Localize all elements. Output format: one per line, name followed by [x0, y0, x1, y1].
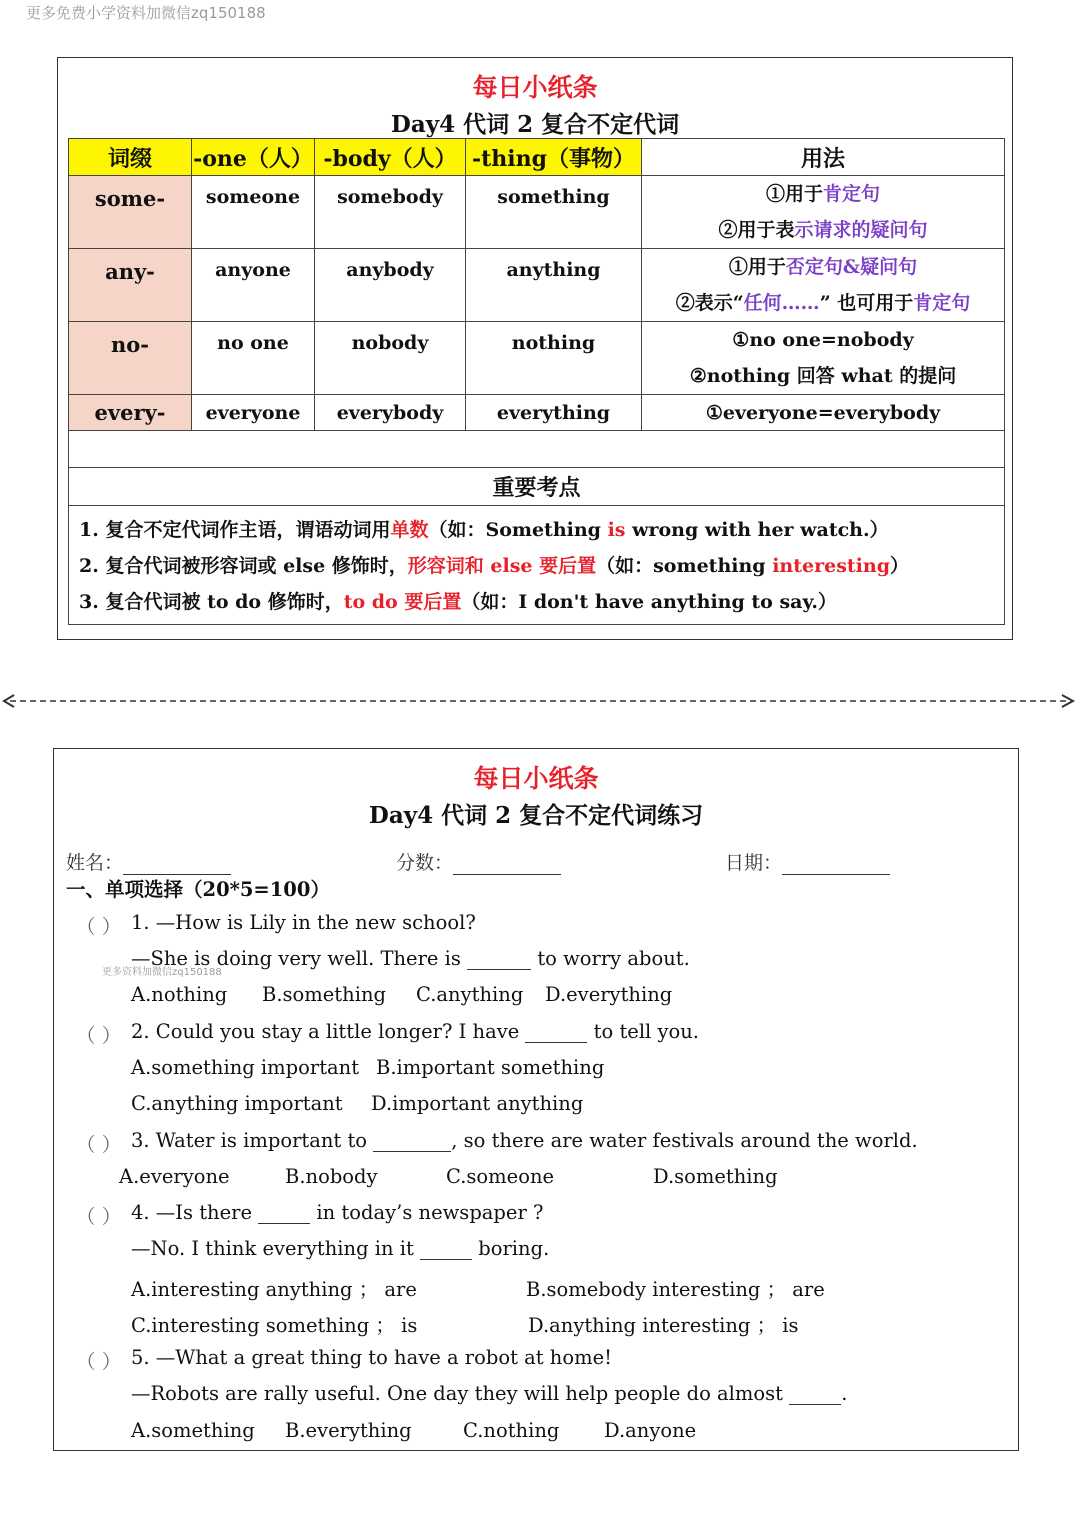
one-cell: everyone: [192, 395, 315, 431]
usage-cell: [642, 176, 1005, 249]
option[interactable]: D.anything interesting ； is: [528, 1314, 799, 1337]
usage-text: ①用于: [728, 256, 786, 278]
option[interactable]: D.anyone: [604, 1419, 697, 1442]
key-points-header-row: [69, 468, 1005, 506]
usage-highlight: 示请求的疑问句: [794, 219, 928, 241]
table-row: [69, 176, 1005, 249]
question-1-stem: 1. —How is Lily in the new school?: [131, 911, 476, 934]
thing-cell: something: [497, 186, 610, 208]
header-usage: 用法: [642, 139, 1005, 176]
header-affix: 词缀: [69, 139, 192, 176]
body-cell: anybody: [346, 259, 434, 281]
usage-text: ” 也可用于: [819, 292, 914, 314]
prefix-cell: every-: [69, 395, 192, 431]
card1-title: Day4 代词 2 复合不定代词: [390, 111, 680, 138]
inline-watermark: 更多资料加微信zq150188: [102, 967, 222, 978]
card2-title: Day4 代词 2 复合不定代词练习: [368, 802, 704, 829]
key-point: 3. 复合代词被 to do 修饰时，to do 要后置（如：I don't have anything to say.）: [79, 591, 837, 613]
table-row: [69, 322, 1005, 395]
option[interactable]: A.nothing: [131, 983, 228, 1006]
cut-line-divider: [0, 693, 1080, 709]
answer-bracket[interactable]: （ ）: [76, 1133, 122, 1156]
usage-cell: ①everyone=everybody: [642, 395, 1005, 431]
header-body: -body（人）: [315, 139, 466, 176]
card1-title-red: 每日小纸条: [472, 73, 598, 102]
pronoun-table: [68, 138, 1005, 625]
question-5-stem: 5. —What a great thing to have a robot at home!: [131, 1346, 612, 1369]
body-cell: nobody: [351, 332, 429, 354]
summary-card: [57, 57, 1013, 640]
usage-highlight: 肯定句: [913, 292, 971, 314]
thing-cell: nothing: [511, 332, 596, 354]
question-4-line2: —No. I think everything in it boring.: [131, 1237, 550, 1260]
question-3-stem: 3. Water is important to , so there are water festivals around the world.: [131, 1129, 918, 1152]
option[interactable]: D.important anything: [371, 1092, 584, 1115]
option[interactable]: A.everyone: [119, 1165, 230, 1188]
question-2-stem: 2. Could you stay a little longer? I have to tell you.: [131, 1020, 700, 1043]
answer-bracket[interactable]: （ ）: [76, 915, 122, 938]
prefix-cell: some-: [94, 186, 166, 211]
question-1-line2: —She is doing very well. There is to worry about.: [131, 947, 690, 970]
card2-title-red: 每日小纸条: [473, 764, 599, 793]
usage-cell: [642, 322, 1005, 395]
option[interactable]: C.interesting something ； is: [131, 1314, 418, 1337]
key-points-row: [69, 506, 1005, 625]
option[interactable]: C.anything: [416, 983, 524, 1006]
question-5-line2: —Robots are rally useful. One day they will help people do almost .: [131, 1382, 848, 1405]
usage-text: ②用于表: [718, 219, 795, 241]
section-title: 一、单项选择（20*5=100）: [66, 878, 330, 901]
usage-text: ②表示“: [675, 292, 744, 314]
date-field[interactable]: 日期：: [725, 848, 890, 875]
option[interactable]: B.something: [262, 983, 386, 1006]
option[interactable]: D.something: [653, 1165, 778, 1188]
question-4-stem: 4. —Is there in today’s newspaper ?: [131, 1201, 544, 1224]
one-cell: anyone: [215, 259, 291, 281]
table-row: [69, 249, 1005, 322]
option[interactable]: C.someone: [446, 1165, 555, 1188]
option[interactable]: A.something: [131, 1419, 255, 1442]
thing-cell: everything: [466, 395, 642, 431]
header-thing: -thing（事物）: [466, 139, 642, 176]
option[interactable]: B.somebody interesting ； are: [526, 1278, 825, 1301]
table-row: [69, 395, 1005, 431]
answer-bracket[interactable]: （ ）: [76, 1205, 122, 1228]
top-watermark: 更多免费小学资料加微信zq150188: [26, 4, 266, 22]
option[interactable]: C.anything important: [131, 1092, 343, 1115]
option[interactable]: B.everything: [285, 1419, 412, 1442]
body-cell: somebody: [337, 186, 443, 208]
usage-highlight: 否定句&疑问句: [785, 256, 918, 278]
option[interactable]: B.important something: [376, 1056, 605, 1079]
option[interactable]: A.something important: [131, 1056, 360, 1079]
thing-cell: anything: [506, 259, 601, 281]
option[interactable]: A.interesting anything ； are: [131, 1278, 417, 1301]
table-header-row: [69, 139, 1005, 176]
key-points-title: 重要考点: [69, 468, 1005, 506]
usage-text: ②nothing 回答 what 的提问: [689, 365, 957, 387]
option[interactable]: B.nobody: [285, 1165, 378, 1188]
usage-highlight: 肯定句: [823, 183, 881, 205]
one-cell: someone: [205, 186, 301, 208]
answer-bracket[interactable]: （ ）: [76, 1024, 122, 1047]
header-one: -one（人）: [192, 139, 315, 176]
key-point: 1. 复合不定代词作主语，谓语动词用单数（如：Something is wrong with her watch.）: [79, 519, 889, 541]
usage-text: ①no one=nobody: [732, 329, 914, 351]
usage-cell: [642, 249, 1005, 322]
answer-bracket[interactable]: （ ）: [76, 1350, 122, 1373]
body-cell: everybody: [315, 395, 466, 431]
prefix-cell: any-: [105, 259, 155, 284]
usage-highlight: 任何……: [743, 292, 820, 314]
usage-text: ①用于: [765, 183, 823, 205]
empty-row: [69, 431, 1005, 468]
name-field[interactable]: 姓名：: [66, 848, 231, 875]
score-field[interactable]: 分数：: [396, 848, 561, 875]
option[interactable]: C.nothing: [463, 1419, 560, 1442]
prefix-cell: no-: [111, 332, 149, 357]
one-cell: no one: [217, 332, 289, 354]
option[interactable]: D.everything: [545, 983, 673, 1006]
key-point: 2. 复合代词被形容词或 else 修饰时，形容词和 else 要后置（如：something interesting）: [79, 555, 910, 577]
